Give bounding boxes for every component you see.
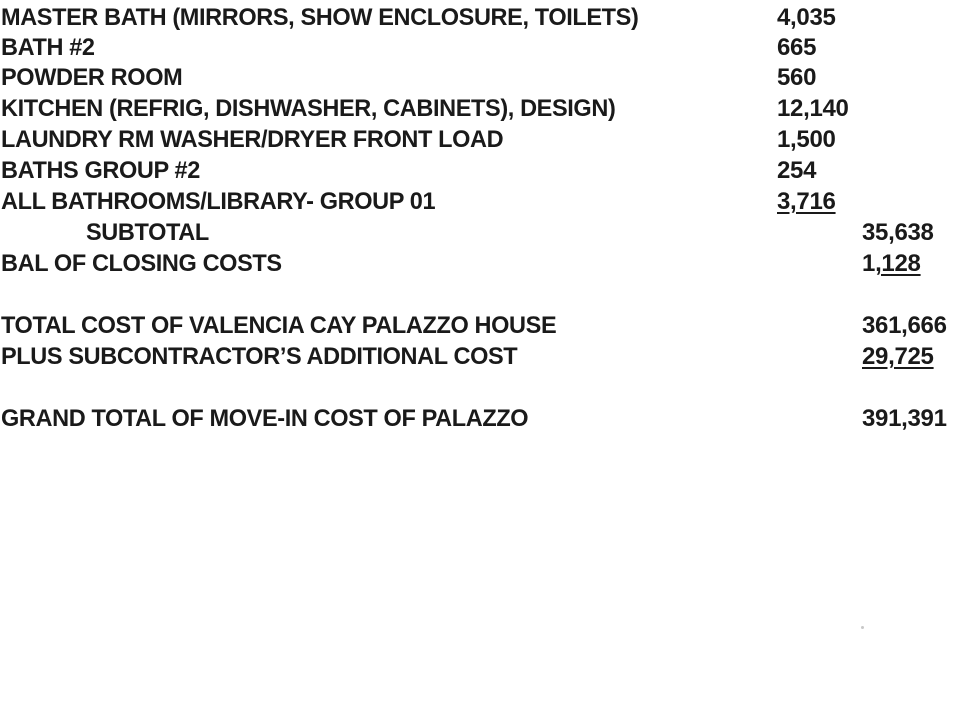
subtotal-label: SUBTOTAL: [86, 219, 209, 246]
item-amount: 3,716: [777, 188, 836, 215]
item-amount: 254: [777, 157, 817, 184]
item-amount: 12,140: [777, 95, 849, 122]
line-item-laundry: [0, 124, 960, 155]
closing-costs-label: BAL OF CLOSING COSTS: [1, 250, 282, 277]
closing-costs-row: [0, 248, 960, 279]
line-item-kitchen: [0, 93, 960, 124]
subtotal-row: [0, 217, 960, 248]
grand-total-row: [0, 403, 960, 434]
item-amount: 1,500: [777, 126, 836, 153]
subcontractor-cost-row: [0, 341, 960, 372]
grand-total-label: GRAND TOTAL OF MOVE-IN COST OF PALAZZO: [1, 405, 529, 432]
total-cost-row: [0, 310, 960, 341]
item-label: KITCHEN (REFRIG, DISHWASHER, CABINETS), DESIGN): [1, 95, 616, 122]
line-item-master-bath: [0, 2, 960, 33]
item-label: ALL BATHROOMS/LIBRARY- GROUP 01: [1, 188, 436, 215]
item-amount: 4,035: [777, 4, 836, 31]
item-label: BATHS GROUP #2: [1, 157, 200, 184]
closing-costs-amount-lead: 1: [862, 250, 876, 277]
subtotal-amount: 35,638: [862, 219, 934, 246]
line-item-all-bathrooms-library: [0, 186, 960, 217]
total-cost-label: TOTAL COST OF VALENCIA CAY PALAZZO HOUSE: [1, 312, 557, 339]
item-label: MASTER BATH (MIRRORS, SHOW ENCLOSURE, TOILETS): [1, 4, 639, 31]
item-amount: 560: [777, 64, 817, 91]
closing-costs-amount: [862, 248, 921, 279]
item-amount: 665: [777, 34, 817, 61]
line-item-powder-room: [0, 62, 960, 93]
line-item-baths-group-2: [0, 155, 960, 186]
scan-speck: [861, 626, 864, 629]
item-label: LAUNDRY RM WASHER/DRYER FRONT LOAD: [1, 126, 504, 153]
subcontractor-cost-amount: 29,725: [862, 343, 934, 370]
item-label: BATH #2: [1, 34, 95, 61]
subcontractor-cost-label: PLUS SUBCONTRACTOR’S ADDITIONAL COST: [1, 343, 518, 370]
line-item-bath-2: [0, 32, 960, 63]
grand-total-amount: 391,391: [862, 405, 947, 432]
item-label: POWDER ROOM: [1, 64, 183, 91]
total-cost-amount: 361,666: [862, 312, 947, 339]
closing-costs-amount-rest: ,128: [875, 250, 921, 277]
